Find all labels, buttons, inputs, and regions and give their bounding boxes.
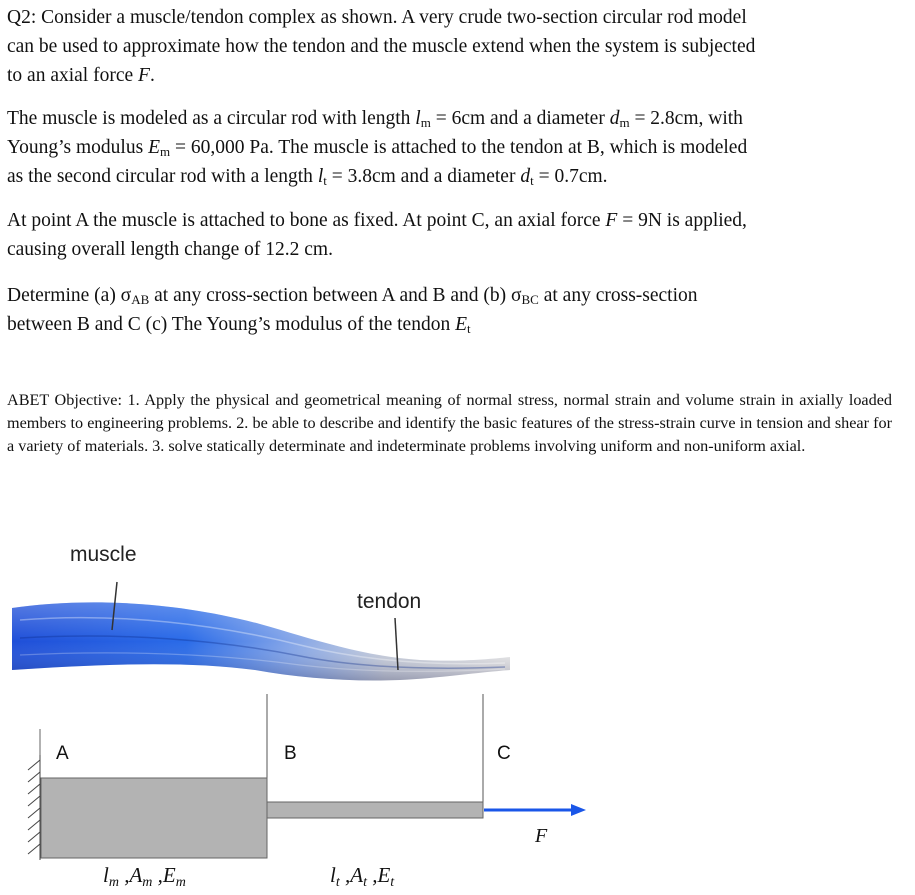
q2-line-3-end: .: [149, 65, 155, 86]
bone-text-2: causing overall length change of 12.2 cm.: [7, 239, 333, 260]
force-symbol-2: F: [605, 210, 618, 231]
bone-text-1a: At point A the muscle is attached to bone as fixed. At point C, an axial force: [7, 210, 606, 231]
determine-task: [7, 281, 909, 339]
muscle-text-1c: = 2.8cm, with: [629, 108, 743, 129]
muscle-label: muscle: [70, 543, 137, 566]
muscle-text-1b: = 6cm and a diameter: [430, 108, 610, 129]
lt-subscript: t: [323, 173, 327, 188]
force-arrowhead: [571, 804, 586, 816]
task-text-2a: between B and C (c) The Young’s modulus of the tendon: [7, 314, 456, 335]
lt-symbol: l: [317, 166, 324, 187]
sigma-bc-subscript: BC: [521, 292, 539, 307]
sigma-ab-subscript: AB: [131, 292, 150, 307]
question-intro: [7, 3, 909, 90]
et-symbol: E: [455, 314, 468, 335]
muscle-text-3b: = 3.8cm and a diameter: [326, 166, 521, 187]
bone-description: [7, 206, 909, 264]
muscle-rod: [41, 778, 267, 858]
lm-symbol: l: [415, 108, 421, 129]
task-text-1b: at any cross-section between A and B and (b) σ: [149, 285, 522, 306]
task-text-1a: Determine (a) σ: [7, 285, 132, 306]
q2-line-1: Q2: Consider a muscle/tendon complex as shown. A very crude two-section circular rod model: [7, 7, 747, 28]
muscle-text-2b: = 60,000 Pa. The muscle is attached to the tendon at B, which is modeled: [170, 137, 748, 158]
q2-line-2: can be used to approximate how the tendon and the muscle extend when the system is subjected: [7, 36, 756, 57]
muscle-tendon-figure: [0, 520, 915, 890]
dm-symbol: d: [609, 108, 620, 129]
muscle-text-1a: The muscle is modeled as a circular rod with length: [7, 108, 416, 129]
lm-subscript: m: [420, 115, 431, 130]
muscle-text-3a: as the second circular rod with a length: [7, 166, 318, 187]
point-c-label: C: [497, 743, 511, 764]
em-symbol: E: [148, 137, 160, 158]
point-a-label: A: [56, 743, 69, 764]
tendon-rod: [267, 802, 483, 818]
bone-text-1b: = 9N is applied,: [617, 210, 747, 231]
muscle-text-3c: = 0.7cm.: [533, 166, 608, 187]
force-label: F: [535, 825, 548, 847]
task-text-1c: at any cross-section: [538, 285, 698, 306]
figure-svg: [0, 520, 915, 890]
dt-symbol: d: [520, 166, 531, 187]
em-subscript: m: [159, 144, 171, 159]
muscle-properties: lm ,Am ,Em: [103, 863, 186, 890]
fixed-wall-hatch: [28, 755, 40, 860]
tendon-properties: lt ,At ,Et: [330, 863, 395, 890]
point-b-label: B: [284, 743, 297, 764]
et-subscript: t: [467, 321, 471, 336]
q2-line-3: to an axial force: [7, 65, 139, 86]
muscle-text-2a: Young’s modulus: [7, 137, 149, 158]
force-symbol: F: [138, 65, 150, 86]
tendon-label: tendon: [357, 590, 422, 613]
abet-objective: ABET Objective: 1. Apply the physical and geometrical meaning of normal stress, normal strain and volume strain in axially loaded members to engineering problems. 2. be able to describe and identify the basic features of the stress-strain curve in tension and shear for a variety of materials. 3. solve statically determinate and indeterminate problems involving uniform and non-uniform axial.: [7, 391, 892, 455]
muscle-description: [7, 104, 909, 191]
dt-subscript: t: [530, 173, 534, 188]
dm-subscript: m: [619, 115, 630, 130]
